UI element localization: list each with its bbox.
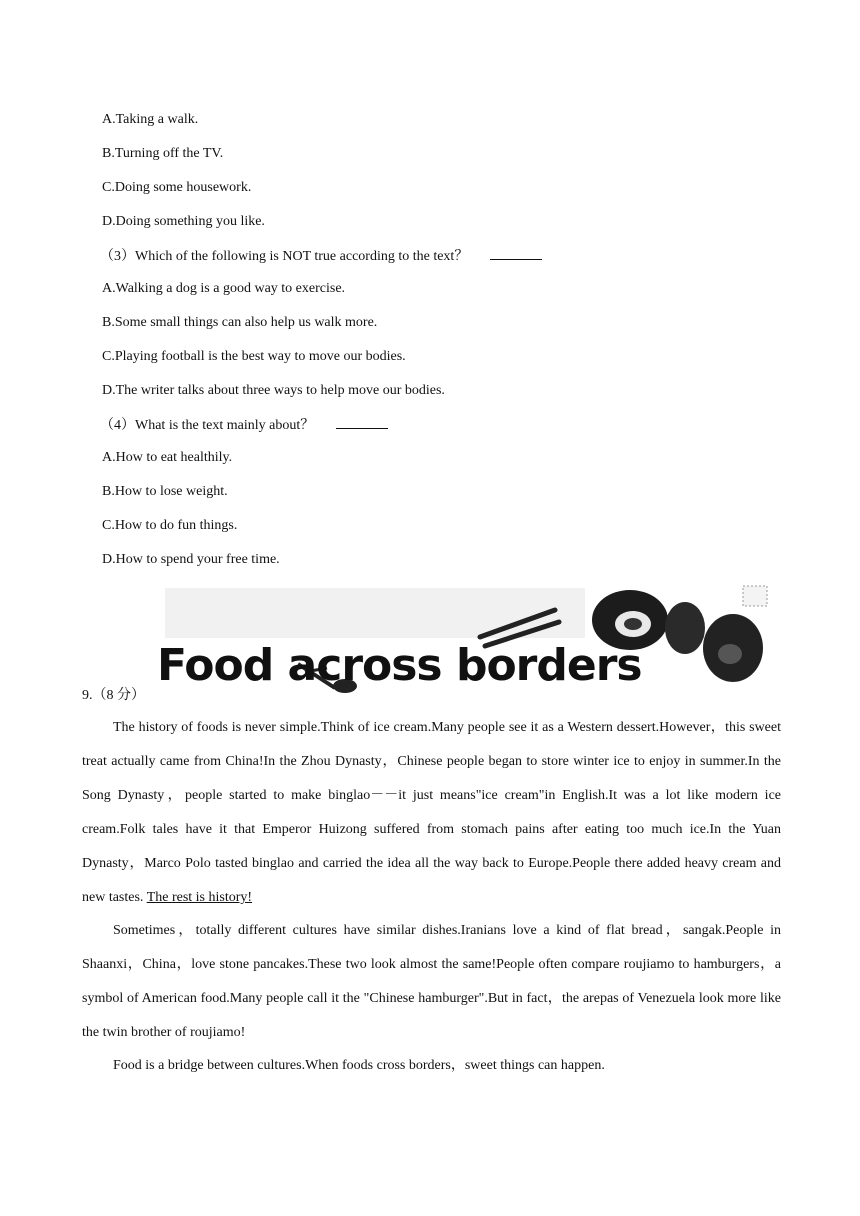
- question-9-number: 9.（8 分）: [82, 688, 145, 703]
- q4-option-a: A.How to eat healthily.: [102, 450, 233, 465]
- banner-illustration: [155, 580, 770, 698]
- q3-stem: （3）Which of the following is NOT true according to the text？: [100, 249, 469, 264]
- passage-paragraph-1: [82, 711, 781, 915]
- q2-option-c: C.Doing some housework.: [102, 180, 252, 195]
- q2-option-d: D.Doing something you like.: [102, 214, 265, 229]
- underlined-phrase: The rest is history!: [146, 890, 253, 905]
- passage-paragraph-1-text: The history of foods is never simple.Think of ice cream.Many people see it as a Western dessert.However，this sweet treat actually came from China!In the Zhou Dynasty，Chinese people began to store winter ice to enjoy in summer.In the Song Dynasty，people started to make binglao－－it just means"ice cream"in English.It was a lot like modern ice cream.Folk tales have it that Emperor Huizong suffered from stomach pains after eating too much ice.In the Yuan Dynasty，Marco Polo tasted binglao and carried the idea all the way back to Europe.People there added heavy cream and new tastes.: [82, 720, 781, 905]
- passage-paragraph-2: Sometimes，totally different cultures have similar dishes.Iranians love a kind of flat bread，sangak.People in Shaanxi，China，love stone pancakes.These two look almost the same!People often compare roujiamo to hamburgers，a symbol of American food.Many people call it the "Chinese hamburger".But in fact，the arepas of Venezuela look more like the twin brother of roujiamo!: [82, 923, 781, 1040]
- q4-option-d: D.How to spend your free time.: [102, 552, 280, 567]
- q3-option-d: D.The writer talks about three ways to help move our bodies.: [102, 383, 445, 398]
- passage-paragraph-3: Food is a bridge between cultures.When foods cross borders，sweet things can happen.: [113, 1058, 605, 1073]
- food-across-borders-banner: [155, 580, 770, 698]
- q4-stem-row: [100, 414, 388, 436]
- q4-stem: （4）What is the text mainly about？: [100, 418, 315, 433]
- q3-answer-blank[interactable]: [490, 245, 542, 260]
- q4-option-c: C.How to do fun things.: [102, 518, 238, 533]
- q3-stem-row: [100, 245, 542, 267]
- q3-option-a: A.Walking a dog is a good way to exercise.: [102, 281, 346, 296]
- q3-option-c: C.Playing football is the best way to move our bodies.: [102, 349, 406, 364]
- q3-option-b: B.Some small things can also help us walk more.: [102, 315, 378, 330]
- q2-option-b: B.Turning off the TV.: [102, 146, 224, 161]
- q4-answer-blank[interactable]: [336, 414, 388, 429]
- banner-title: Food across borders: [157, 640, 642, 691]
- q2-option-a: A.Taking a walk.: [102, 112, 199, 127]
- q4-option-b: B.How to lose weight.: [102, 484, 228, 499]
